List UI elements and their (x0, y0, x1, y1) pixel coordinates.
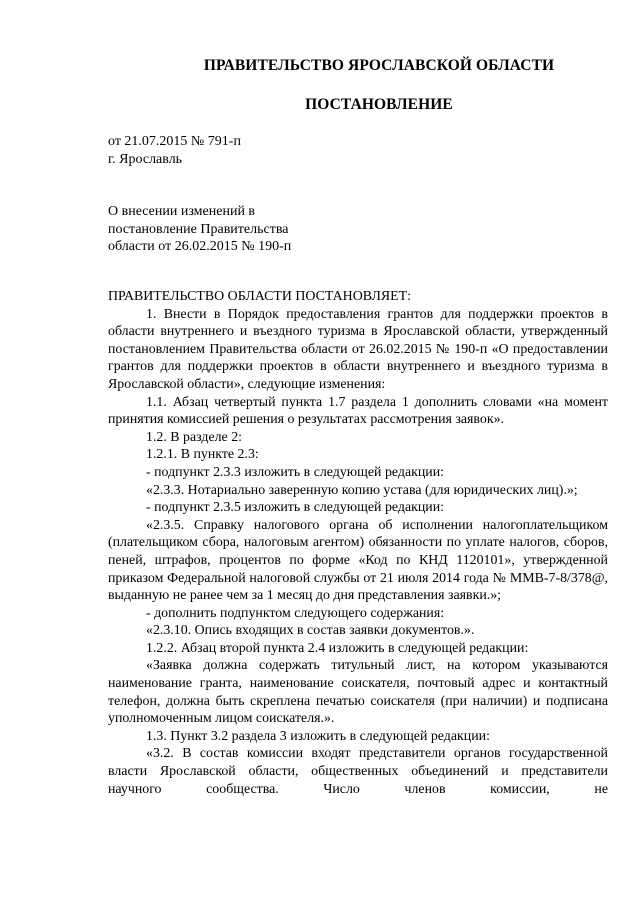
subject-line: области от 26.02.2015 № 190-п (108, 239, 292, 254)
subject-line: постановление Правительства (108, 221, 289, 237)
body-paragraph: «2.3.10. Опись входящих в состав заявки документов.». (146, 623, 475, 639)
body-paragraph: - дополнить подпунктом следующего содержания: (146, 605, 445, 621)
body-paragraph: 1. Внести в Порядок предоставления грантов для поддержки проектов в области внутреннего и въездного туризма в Ярославской области, утвержденный постановлением Правительства области от 26.02.2015 № 190-п «О предоставлении грантов для поддержки проектов в области внутреннего и въездного туризма в Ярославской области», следующие изменения: (108, 306, 608, 392)
body-paragraph: 1.3. Пункт 3.2 раздела 3 изложить в следующей редакции: (146, 728, 490, 744)
resolution-preamble: ПРАВИТЕЛЬСТВО ОБЛАСТИ ПОСТАНОВЛЯЕТ: (108, 289, 411, 304)
document-subject (108, 203, 291, 256)
document-body (108, 288, 608, 798)
body-paragraph: - подпункт 2.3.5 изложить в следующей редакции: (146, 500, 445, 516)
subject-line: О внесении изменений в (108, 204, 256, 219)
body-paragraph: 1.2.1. В пункте 2.3: (146, 447, 259, 463)
body-paragraph: 1.2. В разделе 2: (146, 429, 242, 445)
document-meta (108, 133, 241, 168)
body-paragraph: 1.2.2. Абзац второй пункта 2.4 изложить в следующей редакции: (146, 640, 529, 656)
body-paragraph: «3.2. В состав комиссии входят представители органов государственной власти Ярославской области, общественных объединений и представители научного сообщества. Число членов комиссии, не (108, 746, 608, 797)
body-paragraph: «2.3.5. Справку налогового органа об исполнении налогоплательщиком (плательщиком сбора, налоговым агентом) обязанности по уплате налогов, сборов, пеней, штрафов, процентов по форме «Код по КНД 1120101», утвержденной приказом Федеральной налоговой службы от 21 июля 2014 года № ММВ-7-8/378@, выданную не ранее чем за 1 месяц до дня представления заявки.»; (108, 517, 608, 604)
org-title: ПРАВИТЕЛЬСТВО ЯРОСЛАВСКОЙ ОБЛАСТИ (203, 57, 555, 74)
doc-type-title: ПОСТАНОВЛЕНИЕ (305, 96, 453, 113)
body-paragraph: «Заявка должна содержать титульный лист, на котором указываются наименование гранта, наименование соискателя, почтовый адрес и контактный телефон, должна быть скреплена печатью соискателя (при наличии) и подписана уполномоченным лицом соискателя.». (108, 658, 608, 727)
date-line: от 21.07.2015 № 791-п (108, 134, 241, 149)
city-line: г. Ярославль (108, 151, 183, 167)
body-paragraph: 1.1. Абзац четвертый пункта 1.7 раздела 1 дополнить словами «на момент принятия комиссией решения о результатах рассмотрения заявок». (108, 394, 608, 428)
body-paragraph: «2.3.3. Нотариально заверенную копию устава (для юридических лиц).»; (146, 482, 578, 498)
body-paragraph: - подпункт 2.3.3 изложить в следующей редакции: (146, 464, 445, 480)
